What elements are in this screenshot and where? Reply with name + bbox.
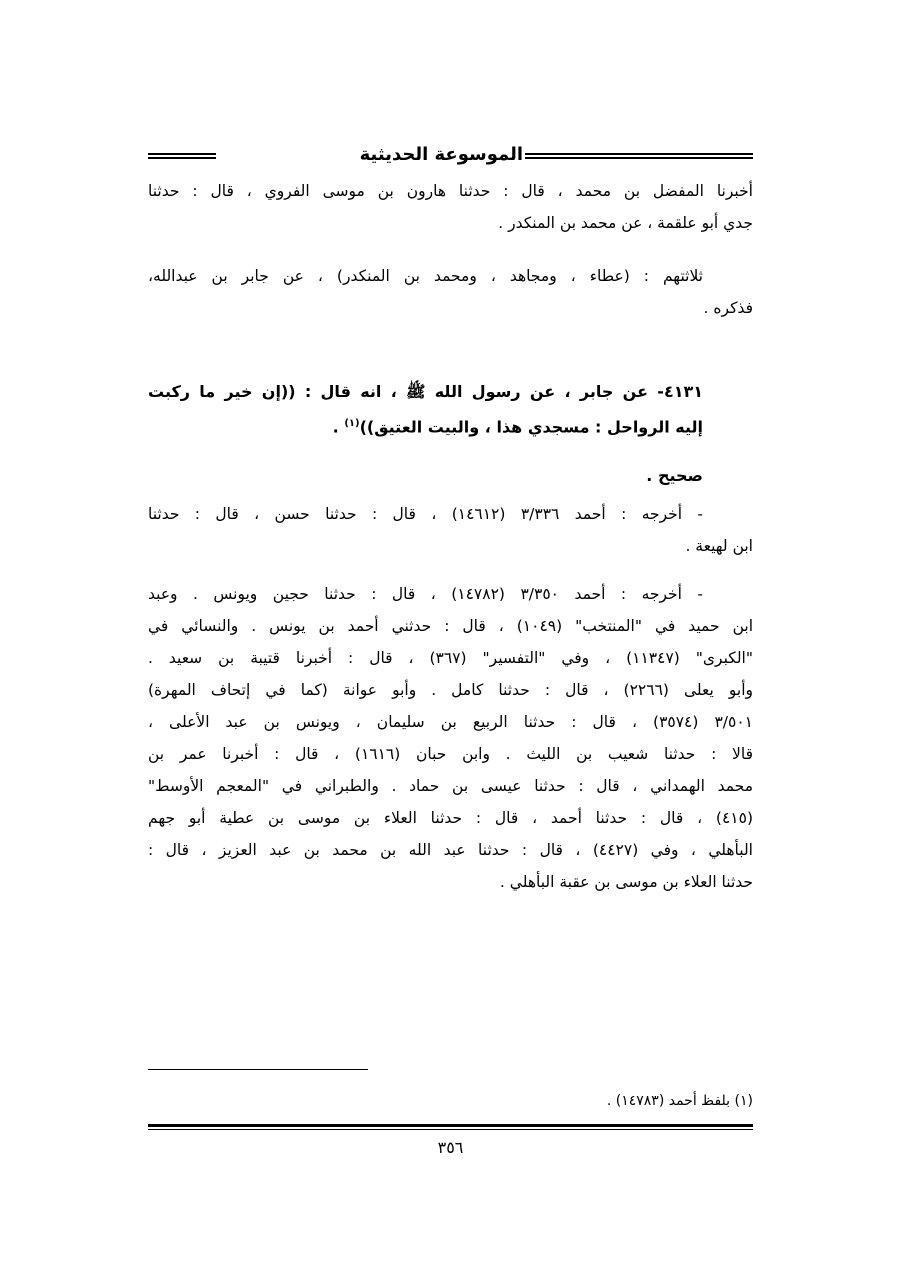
chain-summary-paragraph xyxy=(148,260,753,324)
text-line: ابن حميد في "المنتخب" (١٠٤٩) ، قال : حدثني أحمد بن يونس . والنسائي في xyxy=(148,617,753,635)
text-line: أخبرنا المفضل بن محمد ، قال : حدثنا هارون بن موسى الفروي ، قال : حدثنا xyxy=(148,182,753,200)
text-line: (٤١٥) ، قال : حدثنا أحمد ، قال : حدثنا العلاء بن موسى بن عطية أبو جهم xyxy=(148,809,753,827)
takhrij-paragraph-2 xyxy=(148,578,753,898)
text-line: جدي أبو علقمة ، عن محمد بن المنكدر . xyxy=(498,214,753,232)
grade-label: صحيح . xyxy=(646,466,703,485)
footnote: (١) بلفظ أحمد (١٤٧٨٣) . xyxy=(606,1093,753,1109)
text-line: فذكره . xyxy=(703,299,753,317)
footer-rule xyxy=(148,1124,753,1130)
footnote-separator xyxy=(148,1069,368,1070)
takhrij-paragraph xyxy=(148,498,753,562)
hadith-line: ٤١٣١- عن جابر ، عن رسول الله ﷺ ، انه قال : ((إن خير ما ركبت xyxy=(148,382,703,401)
text-line: - أخرجه : أحمد ٣/٣٣٦ (١٤٦١٢) ، قال : حدثنا حسن ، قال : حدثنا xyxy=(148,505,703,523)
page-number: ٣٥٦ xyxy=(437,1138,464,1157)
header-rule-left xyxy=(148,153,216,159)
text-line: ثلاثتهم : (عطاء ، ومجاهد ، ومحمد بن المنكدر) ، عن جابر بن عبدالله، xyxy=(148,267,703,285)
text-line: محمد الهمداني ، قال : حدثنا عيسى بن حماد . والطبراني في "المعجم الأوسط" xyxy=(148,777,753,795)
footnote-marker: (١) xyxy=(344,418,360,429)
text-line: حدثنا العلاء بن موسى بن عقبة البأهلي . xyxy=(499,873,753,891)
document-page xyxy=(148,0,753,1273)
text-line: - أخرجه : أحمد ٣/٣٥٠ (١٤٧٨٢) ، قال : حدثنا حجين ويونس . وعبد xyxy=(148,585,703,603)
text-line: البأهلي ، وفي (٤٤٢٧) ، قال : حدثنا عبد الله بن محمد بن عبد العزيز ، قال : xyxy=(148,841,753,859)
page-header xyxy=(148,143,753,167)
text-line: ابن لهيعة . xyxy=(685,537,753,555)
hadith-grade xyxy=(148,460,753,492)
text-line: "الكبرى" (١١٣٤٧) ، وفي "التفسير" (٣٦٧) ، قال : أخبرنا قتيبة بن سعيد . xyxy=(148,649,753,667)
chain-paragraph xyxy=(148,175,753,239)
page-title: الموسوعة الحديثية xyxy=(359,144,523,165)
text-line: ٣/٥٠١ (٣٥٧٤) ، قال : حدثنا الربيع بن سليمان ، ويونس بن عبد الأعلى ، xyxy=(148,713,754,731)
hadith-text xyxy=(148,376,753,443)
hadith-line-end: . xyxy=(332,417,345,437)
text-line: وأبو يعلى (٢٢٦٦) ، قال : حدثنا كامل . وأبو عوانة (كما في إتحاف المهرة) xyxy=(148,681,753,699)
header-rule-right xyxy=(525,153,753,159)
text-line: قالا : حدثنا شعيب بن الليث . وابن حبان (١٦١٦) ، قال : أخبرنا عمر بن xyxy=(148,745,753,763)
hadith-line xyxy=(148,408,753,443)
hadith-line-text: إليه الرواحل : مسجدي هذا ، والبيت العتيق)) xyxy=(359,417,703,437)
